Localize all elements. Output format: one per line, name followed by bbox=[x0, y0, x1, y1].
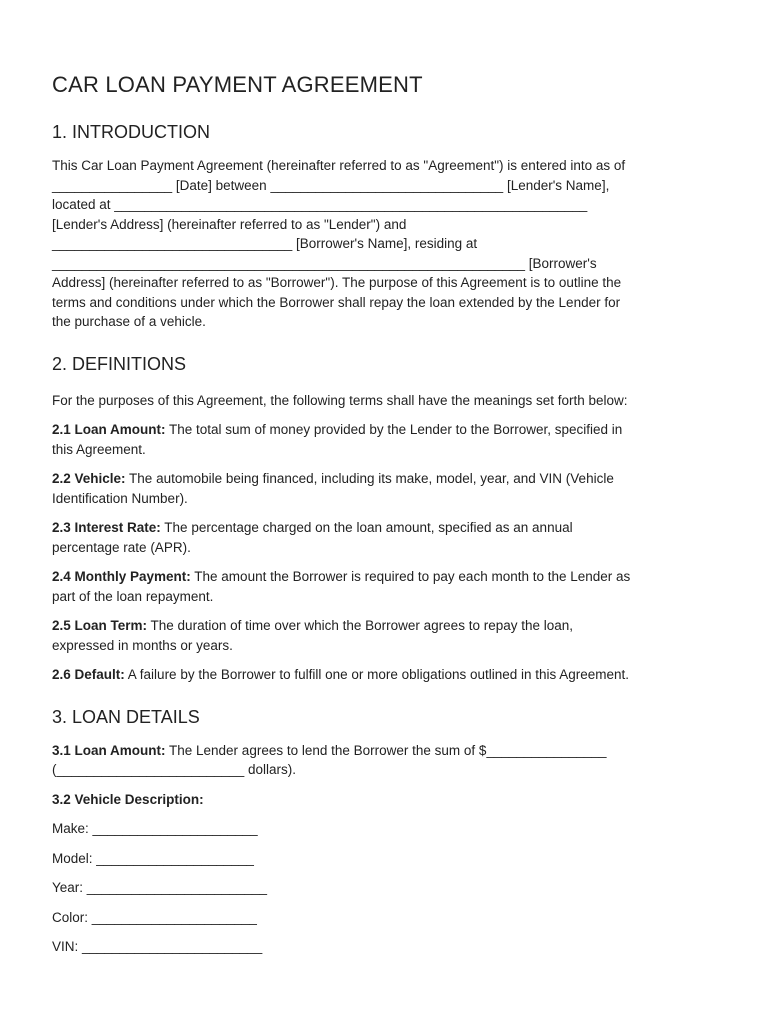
intro-line: _______________________________________________________________ [Borrower's bbox=[52, 255, 597, 271]
definition-term: 2.1 Loan Amount: bbox=[52, 422, 166, 437]
definition-text: expressed in months or years. bbox=[52, 637, 233, 653]
intro-line: ________________________________ [Borrower's Name], residing at bbox=[52, 236, 478, 251]
document-title: CAR LOAN PAYMENT AGREEMENT bbox=[52, 72, 423, 97]
definition-term: 2.2 Vehicle: bbox=[52, 471, 126, 486]
definition-text: The amount the Borrower is required to pay each month to the Lender as bbox=[190, 569, 631, 584]
definition-term: 2.3 Interest Rate: bbox=[52, 520, 161, 535]
vehicle-model-field: Model: _____________________ bbox=[52, 850, 254, 866]
definition-text: The automobile being financed, including its make, model, year, and VIN (Vehicle bbox=[125, 471, 614, 486]
vehicle-color-field: Color: ______________________ bbox=[52, 909, 257, 925]
introduction-paragraph bbox=[52, 156, 718, 332]
definition-text: part of the loan repayment. bbox=[52, 588, 214, 604]
definition-text: The duration of time over which the Borrower agrees to repay the loan, bbox=[147, 618, 574, 633]
intro-line: This Car Loan Payment Agreement (hereinafter referred to as "Agreement") is entered into as of bbox=[52, 158, 626, 173]
intro-line: [Lender's Address] (hereinafter referred to as "Lender") and bbox=[52, 216, 407, 232]
definition-text: this Agreement. bbox=[52, 441, 146, 457]
intro-line: ________________ [Date] between _______________________________ [Lender's Name], bbox=[52, 177, 610, 193]
definition-term: 2.6 Default: bbox=[52, 667, 125, 682]
definition-item bbox=[52, 567, 718, 606]
intro-line: terms and conditions under which the Borrower shall repay the loan extended by the Lender for bbox=[52, 294, 621, 310]
definition-text: The total sum of money provided by the Lender to the Borrower, specified in bbox=[165, 422, 623, 437]
loan-amount-term: 3.1 Loan Amount: bbox=[52, 742, 166, 758]
definition-item bbox=[52, 518, 718, 557]
vehicle-make-field: Make: ______________________ bbox=[52, 821, 258, 836]
definition-term: 2.4 Monthly Payment: bbox=[52, 569, 191, 584]
vehicle-description-heading: 3.2 Vehicle Description: bbox=[52, 791, 204, 807]
loan-amount-text: (_________________________ dollars). bbox=[52, 762, 296, 777]
definition-item bbox=[52, 420, 718, 459]
definition-text: percentage rate (APR). bbox=[52, 539, 191, 555]
intro-line: Address] (hereinafter referred to as "Borrower"). The purpose of this Agreement is to outline the bbox=[52, 275, 622, 290]
definition-text: Identification Number). bbox=[52, 490, 188, 506]
definition-item bbox=[52, 616, 718, 655]
section-introduction-heading: 1. INTRODUCTION bbox=[52, 122, 211, 142]
vehicle-year-field: Year: ________________________ bbox=[52, 880, 267, 895]
section-definitions-heading: 2. DEFINITIONS bbox=[52, 353, 187, 374]
vehicle-vin-field: VIN: ________________________ bbox=[52, 939, 263, 954]
loan-amount-text: The Lender agrees to lend the Borrower the sum of $________________ bbox=[165, 742, 607, 758]
definition-term: 2.5 Loan Term: bbox=[52, 618, 148, 633]
definition-item bbox=[52, 665, 718, 685]
definition-text: The percentage charged on the loan amount, specified as an annual bbox=[160, 520, 573, 535]
definitions-lead: For the purposes of this Agreement, the following terms shall have the meanings set forth below: bbox=[52, 392, 628, 408]
section-loan-details-heading: 3. LOAN DETAILS bbox=[52, 706, 200, 727]
intro-line: the purchase of a vehicle. bbox=[52, 314, 206, 329]
definition-text: A failure by the Borrower to fulfill one or more obligations outlined in this Agreement. bbox=[124, 667, 630, 682]
definition-item bbox=[52, 469, 718, 508]
intro-line: located at _______________________________________________________________ bbox=[52, 197, 588, 212]
loan-amount-clause bbox=[52, 741, 718, 780]
